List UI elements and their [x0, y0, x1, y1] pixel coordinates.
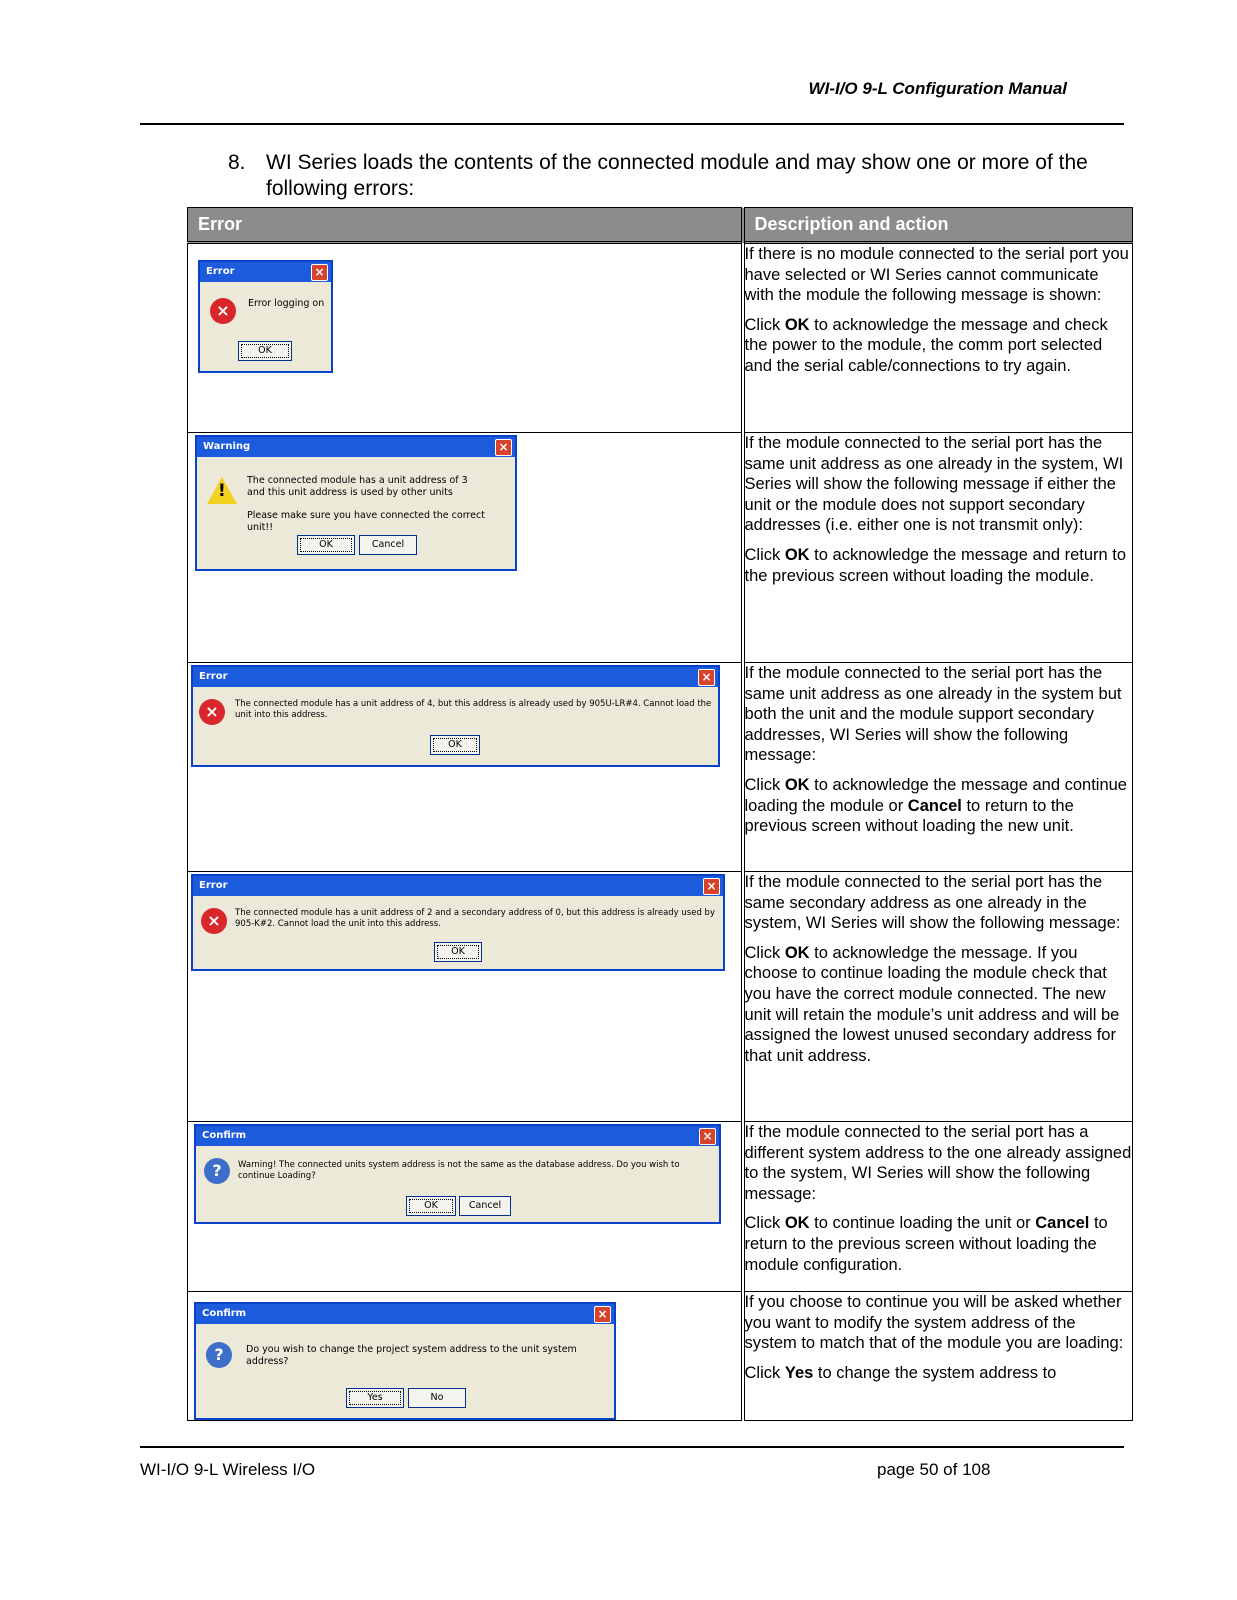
confirm-dialog-screenshot [194, 1124, 721, 1224]
error-table [187, 207, 1133, 1421]
description-text: If you choose to continue you will be asked whether you want to modify the system address of the system to match that of the module you are loading: [744, 1293, 1124, 1353]
description-text: If the module connected to the serial port has the same secondary address as one already in the system, WI Series will show the following message: [744, 873, 1121, 933]
description-text: If the module connected to the serial port has the same unit address as one already in the system but both the unit and the module support secondary addresses, WI Series will show the following message: [744, 664, 1122, 765]
dialog-message: Do you wish to change the project system address to the unit system address? [246, 1344, 577, 1367]
error-dialog-screenshot [191, 665, 720, 767]
dialog-titlebar [196, 1304, 614, 1324]
col-header-description: Description and action [743, 208, 1133, 243]
table-row [188, 1292, 1133, 1421]
dialog-titlebar [200, 262, 331, 282]
error-cell [188, 663, 743, 872]
dialog-title: Confirm [202, 1130, 247, 1141]
close-icon: × [703, 878, 720, 895]
dialog-title: Error [199, 671, 228, 682]
description-cell [743, 1292, 1133, 1421]
table-row [188, 663, 1133, 872]
dialog-message: Error logging on [248, 298, 325, 309]
table-header-row [188, 208, 1133, 243]
question-icon: ? [206, 1342, 232, 1368]
action-text: Click OK to acknowledge the message and continue loading the module or Cancel to return to the previous screen without loading the new unit. [744, 775, 1127, 836]
dialog-titlebar [193, 876, 723, 896]
error-icon: × [199, 699, 225, 725]
dialog-title: Error [199, 880, 228, 891]
step-number: 8. [228, 151, 246, 174]
table-row [188, 1122, 1133, 1292]
warning-dialog-screenshot [195, 435, 517, 571]
error-cell [188, 433, 743, 663]
cancel-button: Cancel [459, 1196, 511, 1216]
dialog-title: Warning [203, 441, 251, 452]
ok-button: OK [434, 942, 482, 962]
dialog-titlebar [193, 667, 718, 687]
error-dialog-screenshot [198, 260, 333, 373]
close-icon: × [699, 1128, 716, 1145]
dialog-titlebar [197, 437, 515, 457]
col-header-error: Error [188, 208, 743, 243]
ok-button: OK [238, 341, 292, 361]
error-icon: × [210, 298, 236, 324]
error-cell [188, 1122, 743, 1292]
action-text: Click OK to acknowledge the message and return to the previous screen without loading the module. [744, 545, 1127, 585]
close-icon: × [311, 264, 328, 281]
action-text: Click OK to continue loading the unit or Cancel to return to the previous screen without loading the module configuration. [744, 1214, 1108, 1274]
header-title: WI-I/O 9-L Configuration Manual [808, 79, 1067, 98]
footer-rule [140, 1446, 1124, 1448]
description-cell [743, 433, 1133, 663]
error-dialog-screenshot [191, 874, 725, 971]
error-cell [188, 872, 743, 1122]
dialog-message: The connected module has a unit address of 2 and a secondary address of 0, but this address is already used by 905-K#2. Cannot load the unit into this address. [235, 908, 715, 929]
table-row [188, 433, 1133, 663]
description-cell [743, 243, 1133, 433]
header-rule [140, 123, 1124, 125]
dialog-message: The connected module has a unit address of 3 and this unit address is used by other units Please make sure you have connected the correct unit!! [247, 475, 485, 533]
description-text: If the module connected to the serial port has a different system address to the one already assigned to the system, WI Series will show the following message: [744, 1123, 1132, 1203]
close-icon: × [495, 439, 512, 456]
footer-left: WI-I/O 9-L Wireless I/O [140, 1460, 316, 1479]
close-icon: × [594, 1306, 611, 1323]
warning-icon: ! [207, 477, 237, 504]
no-button: No [408, 1388, 466, 1408]
dialog-title: Confirm [202, 1308, 247, 1319]
close-icon: × [698, 669, 715, 686]
confirm-dialog-screenshot [194, 1302, 616, 1420]
page-number: page 50 of 108 [877, 1460, 991, 1479]
error-cell [188, 243, 743, 433]
action-text: Click OK to acknowledge the message. If you choose to continue loading the module check that you have the correct module connected. The new unit will retain the module’s unit address and will be assigned the lowest unused secondary address for that unit address. [744, 943, 1120, 1065]
dialog-message: The connected module has a unit address of 4, but this address is already used by 905U-LR#4. Cannot load the unit into this address. [235, 699, 712, 720]
description-text: If the module connected to the serial port has the same unit address as one already in the system, WI Series will show the following message if either the unit or the module does not support secondary addresses (i.e. either one is not transmit only): [744, 434, 1124, 535]
ok-button: OK [406, 1196, 456, 1216]
ok-button: OK [430, 735, 480, 755]
description-cell [743, 872, 1133, 1122]
description-cell [743, 1122, 1133, 1292]
dialog-titlebar [196, 1126, 719, 1146]
step-text: WI Series loads the contents of the connected module and may show one or more of the following errors: [266, 151, 1088, 200]
ok-button: OK [297, 535, 355, 555]
cancel-button: Cancel [359, 535, 417, 555]
question-icon: ? [204, 1158, 230, 1184]
action-text: Click Yes to change the system address to [744, 1363, 1057, 1382]
dialog-title: Error [206, 266, 235, 277]
error-icon: × [201, 908, 227, 934]
action-text: Click OK to acknowledge the message and check the power to the module, the comm port selected and the serial cable/connections to try again. [744, 315, 1108, 375]
table-row [188, 872, 1133, 1122]
error-cell [188, 1292, 743, 1421]
description-cell [743, 663, 1133, 872]
table-row [188, 243, 1133, 433]
dialog-message: Warning! The connected units system address is not the same as the database address. Do you wish to continue Loading? [238, 1160, 680, 1181]
description-text: If there is no module connected to the serial port you have selected or WI Series cannot communicate with the module the following message is shown: [744, 245, 1129, 305]
yes-button: Yes [346, 1388, 404, 1408]
